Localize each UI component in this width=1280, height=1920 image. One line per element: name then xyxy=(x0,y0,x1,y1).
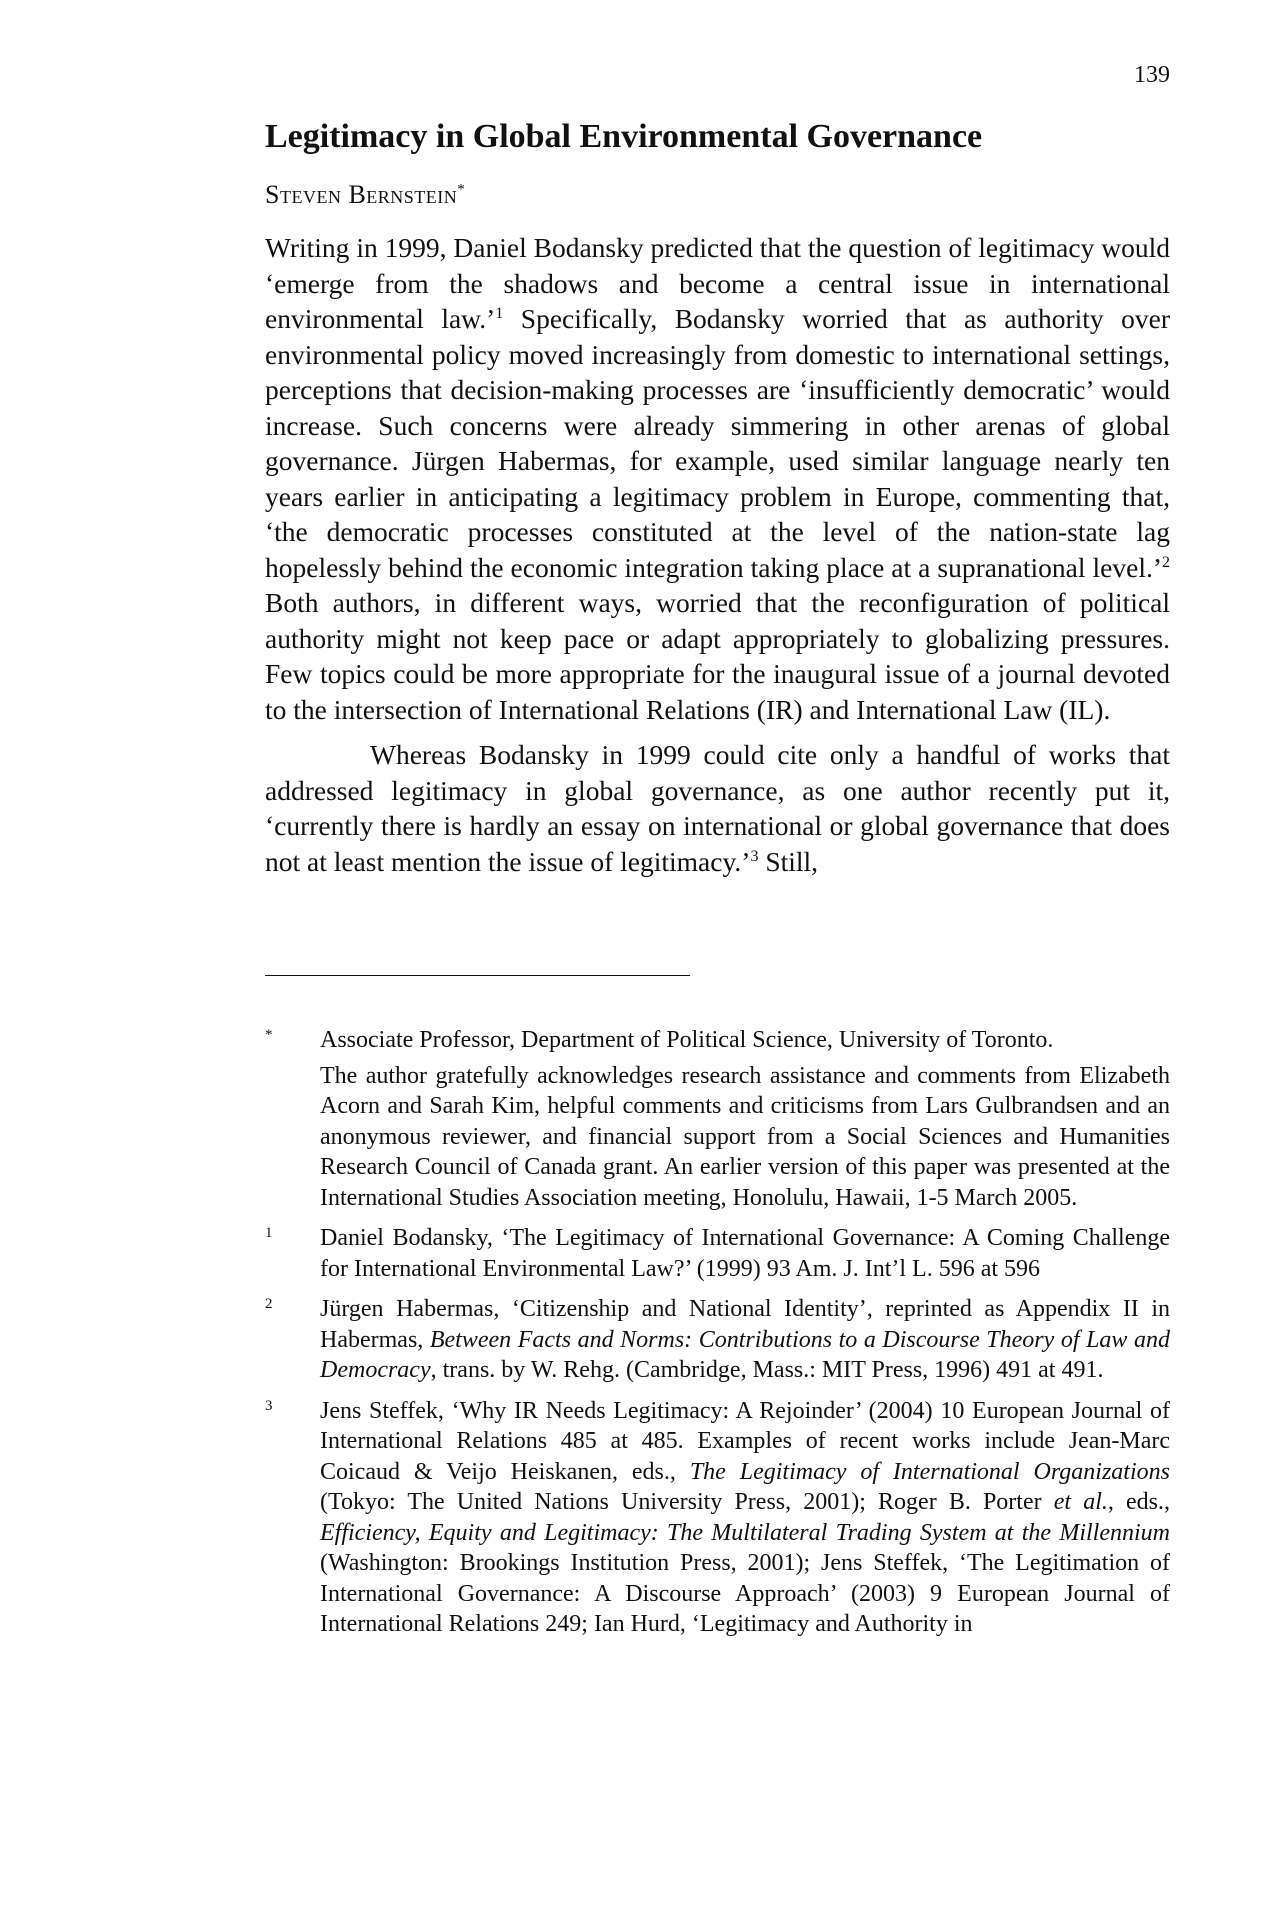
page-number: 139 xyxy=(1134,62,1170,88)
author-footnote-mark: * xyxy=(457,181,466,198)
footnote-1 xyxy=(265,1223,1170,1289)
author-byline xyxy=(265,180,465,210)
p2-text-b: Still, xyxy=(758,845,819,877)
footnote-mark: 2 xyxy=(265,1296,273,1312)
footnote-star xyxy=(265,1025,1170,1218)
p1-text-c: Both authors, in different ways, worried that the reconfiguration of political authority might not keep pace or adapt appropriately to globalizing pressures. Few topics could be more appropriate for the inaugural issue of a journal devoted to the intersection of International Relations (IR) and International Law (IL). xyxy=(265,587,1170,725)
footnote-mark: 3 xyxy=(265,1397,273,1414)
footnote-3 xyxy=(265,1396,1170,1645)
body-paragraph-1 xyxy=(265,230,1170,727)
footnote-separator xyxy=(265,975,690,976)
footnote-star-affiliation: Associate Professor, Department of Political Science, University of Toronto. xyxy=(320,1027,1054,1053)
footnote-2-text: Jürgen Habermas, ‘Citizenship and National Identity’, reprinted as Appendix II in Habermas, Between Facts and Norms: Contributions to a Discourse Theory of Law and Democracy, trans. by W. Rehg. (Cambridge, Mass.: MIT Press, 1996) 491 at 491. xyxy=(320,1296,1170,1383)
author-first-rest: teven xyxy=(279,180,342,209)
footnotes xyxy=(265,1025,1170,1650)
et-al: et al. xyxy=(1053,1489,1108,1515)
p1-text-b: Specifically, Bodansky worried that as authority over environmental policy moved increasingly from domestic to international settings, perceptions that decision-making processes are ‘insufficiently democratic’ would increase. Such concerns were already simmering in other arenas of global governance. Jürgen Habermas, for example, used similar language nearly ten years earlier in anticipating a legitimacy problem in Europe, commenting that, ‘the democratic processes constituted at the level of the nation-state lag hopelessly behind the economic integration taking place at a supranational level.’ xyxy=(265,303,1170,583)
author-last-rest: ernstein xyxy=(366,180,458,209)
author-last-initial: B xyxy=(348,180,367,209)
footnote-ref-1: 1 xyxy=(495,304,504,322)
author-first-initial: S xyxy=(265,180,280,209)
footnote-ref-3: 3 xyxy=(750,847,759,865)
p2-text-a: Whereas Bodansky in 1999 could cite only a handful of works that addressed legitimacy in global governance, as one author recently put it, ‘currently there is hardly an essay on international or global governance that does not at least mention the issue of legitimacy.’ xyxy=(265,739,1170,877)
footnote-mark: 1 xyxy=(265,1225,273,1241)
footnote-2 xyxy=(265,1294,1170,1391)
footnote-mark: * xyxy=(265,1027,273,1043)
footnote-3-text: Jens Steffek, ‘Why IR Needs Legitimacy: A Rejoinder’ (2004) 10 European Journal of International Relations 485 at 485. Examples of recent works include Jean-Marc Coicaud & Veijo Heiskanen, eds., The Legitimacy of International Organizations (Tokyo: The United Nations University Press, 2001); Roger B. Porter et al., eds., Efficiency, Equity and Legitimacy: The Multilateral Trading System at the Millennium (Washington: Brookings Institution Press, 2001); Jens Steffek, ‘The Legitimation of International Governance: A Discourse Approach’ (2003) 9 European Journal of International Relations 249; Ian Hurd, ‘Legitimacy and Authority in xyxy=(320,1397,1170,1637)
article-body xyxy=(265,230,1170,879)
footnote-1-text: Daniel Bodansky, ‘The Legitimacy of International Governance: A Coming Challenge for International Environmental Law?’ (1999) 93 Am. J. Int’l L. 596 at 596 xyxy=(320,1225,1170,1282)
cited-book-title: The Legitimacy of International Organizations xyxy=(689,1458,1170,1485)
body-paragraph-2 xyxy=(265,737,1170,879)
article-title: Legitimacy in Global Environmental Governance xyxy=(265,118,983,155)
footnote-ref-2: 2 xyxy=(1162,553,1170,571)
p1-text-a: Writing in 1999, Daniel Bodansky predicted that the question of legitimacy would ‘emerge from the shadows and become a central issue in international environmental law.’ xyxy=(265,232,1170,334)
cited-book-title: Efficiency, Equity and Legitimacy: The Multilateral Trading System at the Millennium xyxy=(320,1519,1170,1546)
cited-book-title: Between Facts and Norms: Contributions to a Discourse Theory of Law and Democracy xyxy=(320,1326,1170,1383)
footnote-star-acknowledgements: The author gratefully acknowledges research assistance and comments from Elizabeth Acorn and Sarah Kim, helpful comments and criticisms from Lars Gulbrandsen and an anonymous reviewer, and financial support from a Social Sciences and Humanities Research Council of Canada grant. An earlier version of this paper was presented at the International Studies Association meeting, Honolulu, Hawaii, 1-5 March 2005. xyxy=(320,1062,1170,1211)
